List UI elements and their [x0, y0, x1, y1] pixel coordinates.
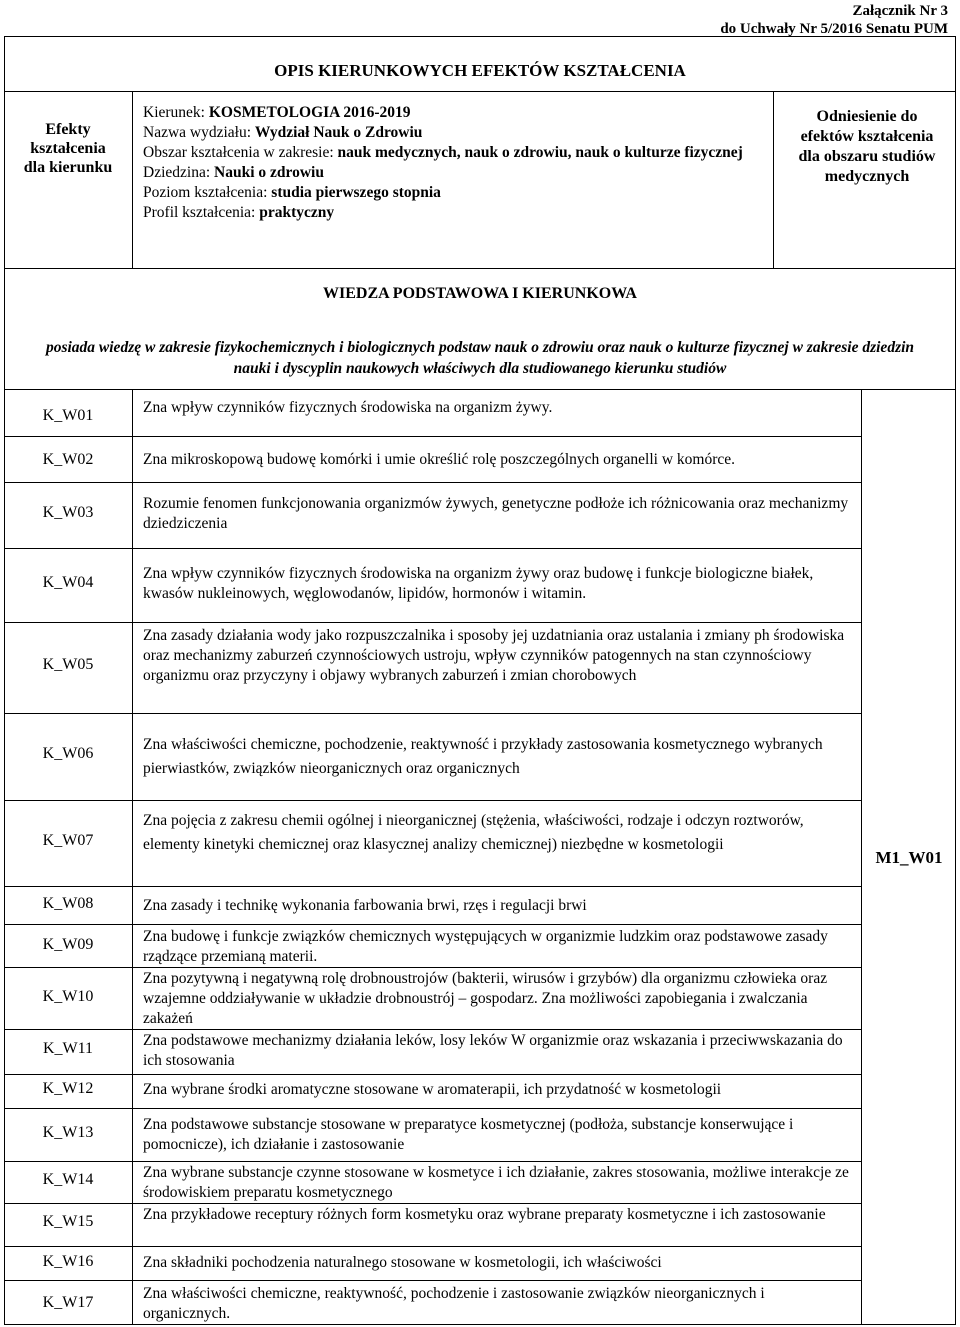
program-field	[143, 163, 771, 183]
field-value: Nauki o zdrowiu	[214, 164, 324, 181]
row-divider	[4, 713, 861, 714]
row-divider	[4, 436, 861, 437]
effect-text: Zna podstawowe substancje stosowane w preparatyce kosmetycznej (podłoża, substancje konserwujące i pomocnicze), ich działanie i zastosowanie	[143, 1116, 794, 1153]
row-divider	[4, 924, 861, 925]
program-field	[143, 103, 771, 123]
effect-code: K_W13	[42, 1124, 94, 1141]
header-effects-label	[8, 120, 128, 177]
row-divider	[4, 967, 861, 968]
divider	[132, 91, 133, 268]
effect-text: Zna zasady działania wody jako rozpuszczalnika i sposoby jej uzdatniania oraz ustalania i zmiany ph środowiska oraz mechanizmy zaburzeń czynnościowych ustroju, wpływ czynników patogennych na stan czynnościowy organizmu oraz przyczyny i objawy wybranych zaburzeń i zmian chorobowych	[143, 627, 845, 684]
effect-code: K_W03	[42, 504, 94, 521]
effect-text: Zna pojęcia z zakresu chemii ogólnej i nieorganicznej (stężenia, właściwości, rodzaje i odczyn roztworów, elementy kinetyki chemicznej oraz klasycznej analizy chemicznej) niezbędne w kosmetologii	[143, 812, 804, 853]
attachment-line-1: Załącznik Nr 3	[852, 3, 948, 19]
effect-code: K_W08	[42, 895, 94, 912]
area-reference-code: M1_W01	[875, 848, 943, 867]
program-field	[143, 183, 771, 203]
effect-code: K_W06	[42, 745, 94, 762]
header-left-line: kształcenia	[30, 140, 106, 157]
row-divider	[4, 1108, 861, 1109]
header-right-line: Odniesienie do	[816, 108, 918, 125]
program-info	[143, 103, 771, 223]
effect-code: K_W14	[42, 1171, 94, 1188]
field-value: KOSMETOLOGIA 2016-2019	[208, 104, 411, 121]
effect-text: Zna przykładowe receptury różnych form kosmetyku oraz wybrane preparaty kosmetyczne i ich zastosowanie	[143, 1206, 826, 1223]
row-divider	[4, 1280, 861, 1281]
effect-code: K_W02	[42, 451, 94, 468]
header-right-line: dla obszaru studiów	[798, 148, 936, 165]
effect-code: K_W17	[42, 1294, 94, 1311]
effect-text: Zna właściwości chemiczne, pochodzenie, reaktywność i przykłady zastosowania kosmetycznego wybranych pierwiastków, związków nieorganicznych oraz organicznych	[143, 736, 823, 777]
effect-code: K_W12	[42, 1080, 94, 1097]
program-field	[143, 203, 771, 223]
effect-code: K_W04	[42, 574, 94, 591]
header-left-line: Efekty	[45, 121, 91, 138]
effect-text: Zna budowę i funkcje związków chemicznych występujących w organizmie ludzkim oraz podstawowe zasady rządzące przemianą materii.	[143, 928, 828, 965]
field-value: praktyczny	[259, 204, 335, 221]
header-reference-label	[782, 107, 952, 187]
field-label: Obszar kształcenia w zakresie:	[143, 144, 338, 161]
header-right-line: medycznych	[824, 168, 910, 185]
page-title: OPIS KIERUNKOWYCH EFEKTÓW KSZTAŁCENIA	[274, 61, 686, 80]
program-field	[143, 143, 771, 163]
effect-text: Zna podstawowe mechanizmy działania leków, losy leków W organizmie oraz wskazania i przeciwwskazania do ich stosowania	[143, 1032, 843, 1069]
effect-code: K_W16	[42, 1253, 94, 1270]
section-title: WIEDZA PODSTAWOWA I KIERUNKOWA	[323, 285, 637, 302]
effect-text: Zna pozytywną i negatywną rolę drobnoustrojów (bakterii, wirusów i grzybów) dla organizmu człowieka oraz wzajemne oddziaływanie w układzie drobnoustrój – gospodarz. Zna możliwości zapobiegania i zwalczania zakażeń	[143, 970, 828, 1027]
row-divider	[4, 1246, 861, 1247]
row-divider	[4, 1029, 861, 1030]
row-divider	[4, 1161, 861, 1162]
header-right-line: efektów kształcenia	[800, 128, 934, 145]
effect-text: Zna zasady i technikę wykonania farbowania brwi, rzęs i regulacji brwi	[143, 897, 587, 914]
effect-text: Zna składniki pochodzenia naturalnego stosowane w kosmetologii, ich właściwości	[143, 1254, 662, 1271]
field-label: Kierunek:	[143, 104, 209, 121]
effect-text: Zna mikroskopową budowę komórki i umie określić rolę poszczególnych organelli w komórce.	[143, 451, 736, 468]
effect-code: K_W11	[42, 1040, 94, 1057]
effect-text: Zna właściwości chemiczne, reaktywność, pochodzenie i zastosowanie związków nieorganicznych i organicznych.	[143, 1285, 765, 1322]
field-label: Nazwa wydziału:	[143, 124, 255, 141]
effect-text: Zna wpływ czynników fizycznych środowiska na organizm żywy oraz budowę i funkcje biologiczne białek, kwasów nukleinowych, węglowodanów, lipidów, hormonów i witamin.	[143, 565, 814, 602]
divider	[773, 91, 774, 268]
row-divider	[4, 622, 861, 623]
divider	[4, 91, 956, 92]
divider	[132, 389, 133, 1325]
effect-code: K_W01	[42, 407, 94, 424]
program-field	[143, 123, 771, 143]
effect-code: K_W15	[42, 1213, 94, 1230]
field-value: nauk medycznych, nauk o zdrowiu, nauk o kulturze fizycznej	[337, 144, 743, 161]
divider	[4, 268, 956, 269]
row-divider	[4, 886, 861, 887]
row-divider	[4, 482, 861, 483]
field-label: Dziedzina:	[143, 164, 215, 181]
effect-text: Rozumie fenomen funkcjonowania organizmów żywych, genetyczne podłoże ich różnicowania oraz mechanizmy dziedziczenia	[143, 495, 849, 532]
effect-code: K_W10	[42, 988, 94, 1005]
effect-code: K_W09	[42, 936, 94, 953]
attachment-note	[720, 2, 948, 38]
section-description: posiada wiedzę w zakresie fizykochemicznych i biologicznych podstaw nauk o zdrowiu oraz nauk o kulturze fizycznej w zakresie dziedzin nauki i dyscyplin naukowych właściwych dla studiowanego kierunku studiów	[45, 339, 915, 377]
row-divider	[4, 1074, 861, 1075]
field-value: Wydział Nauk o Zdrowiu	[254, 124, 423, 141]
effect-text: Zna wybrane substancje czynne stosowane w kosmetyce i ich działanie, zakres stosowania, możliwe interakcje ze środowiskiem preparatu kosmetycznego	[143, 1164, 849, 1201]
effect-text: Zna wybrane środki aromatyczne stosowane w aromaterapii, ich przydatność w kosmetologii	[143, 1081, 722, 1098]
field-value: studia pierwszego stopnia	[271, 184, 441, 201]
row-divider	[4, 800, 861, 801]
field-label: Profil kształcenia:	[143, 204, 260, 221]
divider	[4, 389, 956, 390]
effect-text: Zna wpływ czynników fizycznych środowiska na organizm żywy.	[143, 399, 553, 416]
effect-code: K_W07	[42, 832, 94, 849]
effect-code: K_W05	[42, 656, 94, 673]
row-divider	[4, 548, 861, 549]
field-label: Poziom kształcenia:	[143, 184, 272, 201]
attachment-line-2: do Uchwały Nr 5/2016 Senatu PUM	[720, 21, 948, 37]
header-left-line: dla kierunku	[23, 159, 113, 176]
row-divider	[4, 1203, 861, 1204]
